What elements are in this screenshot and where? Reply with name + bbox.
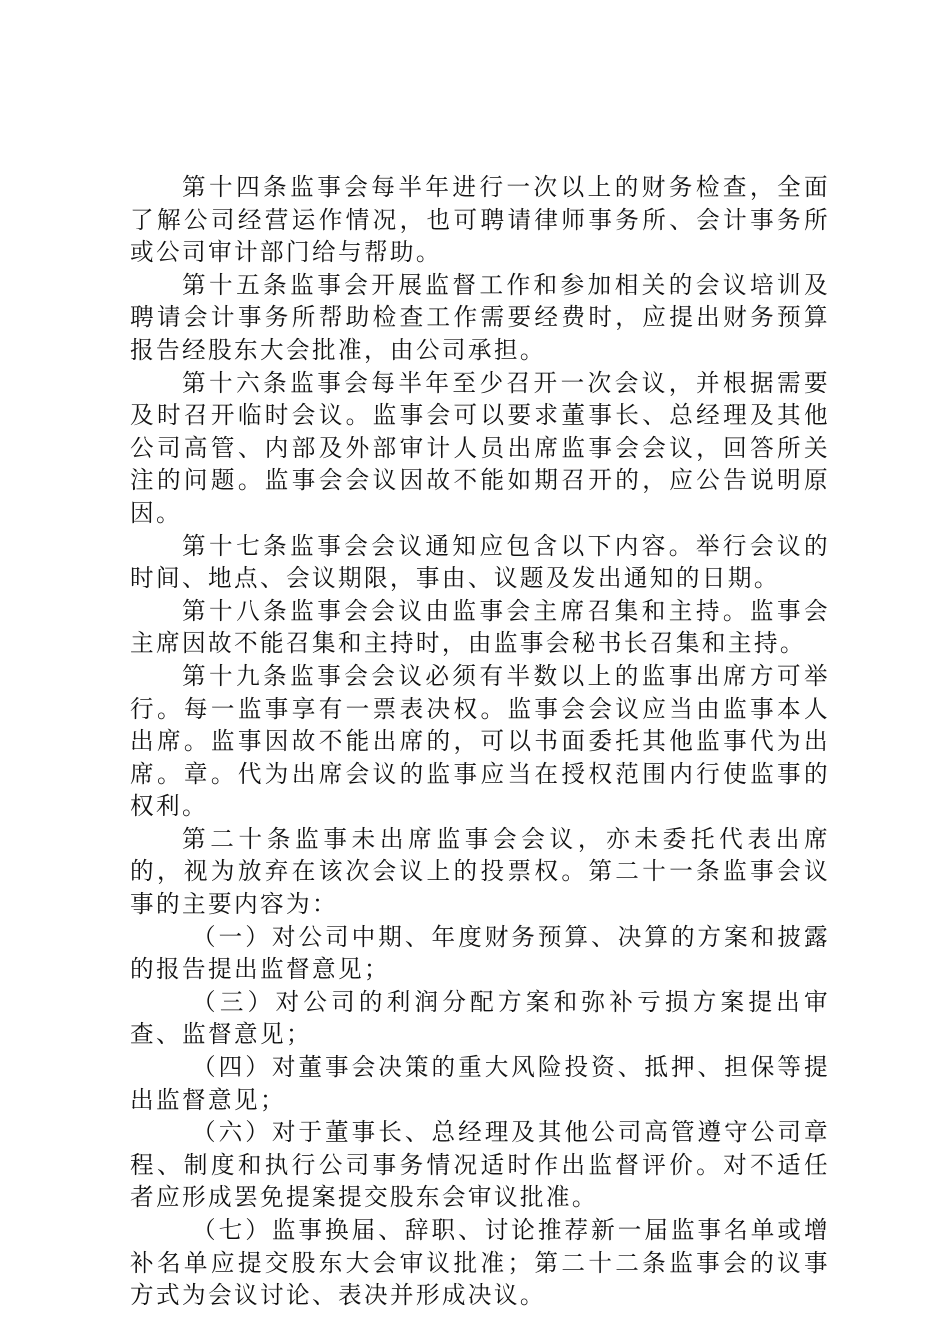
paragraph-article-17: 第十七条监事会会议通知应包含以下内容。举行会议的时间、地点、会议期限，事由、议题及发出通知的日期。	[130, 531, 830, 593]
paragraph-article-15: 第十五条监事会开展监督工作和参加相关的会议培训及聘请会计事务所帮助检查工作需要经费时，应提出财务预算报告经股东大会批准，由公司承担。	[130, 270, 830, 364]
list-item-3: （三）对公司的利润分配方案和弥补亏损方案提出审查、监督意见；	[130, 987, 830, 1049]
list-item-4: （四）对董事会决策的重大风险投资、抵押、担保等提出监督意见；	[130, 1053, 830, 1114]
paragraph-article-14: 第十四条监事会每半年进行一次以上的财务检查，全面了解公司经营运作情况，也可聘请律师事务所、会计事务所或公司审计部门给与帮助。	[130, 173, 830, 267]
paragraph-article-20: 第二十条监事未出席监事会会议，亦未委托代表出席的，视为放弃在该次会议上的投票权。第二十一条监事会议事的主要内容为：	[130, 824, 830, 919]
document-body	[130, 171, 830, 1312]
list-item-7: （七）监事换届、辞职、讨论推荐新一届监事名单或增补名单应提交股东大会审议批准；第二十二条监事会的议事方式为会议讨论、表决并形成决议。	[130, 1216, 830, 1310]
list-item-1: （一）对公司中期、年度财务预算、决算的方案和披露的报告提出监督意见；	[130, 922, 830, 984]
paragraph-article-18: 第十八条监事会会议由监事会主席召集和主持。监事会主席因故不能召集和主持时，由监事会秘书长召集和主持。	[130, 596, 830, 658]
list-item-6: （六）对于董事长、总经理及其他公司高管遵守公司章程、制度和执行公司事务情况适时作出监督评价。对不适任者应形成罢免提案提交股东会审议批准。	[130, 1118, 830, 1212]
paragraph-article-16: 第十六条监事会每半年至少召开一次会议，并根据需要及时召开临时会议。监事会可以要求董事长、总经理及其他公司高管、内部及外部审计人员出席监事会会议，回答所关注的问题。监事会会议因故不能如期召开的，应公告说明原因。	[130, 368, 830, 527]
paragraph-article-19: 第十九条监事会会议必须有半数以上的监事出席方可举行。每一监事享有一票表决权。监事会会议应当由监事本人出席。监事因故不能出席的，可以书面委托其他监事代为出席。章。代为出席会议的监事应当在授权范围内行使监事的权利。	[130, 661, 830, 821]
